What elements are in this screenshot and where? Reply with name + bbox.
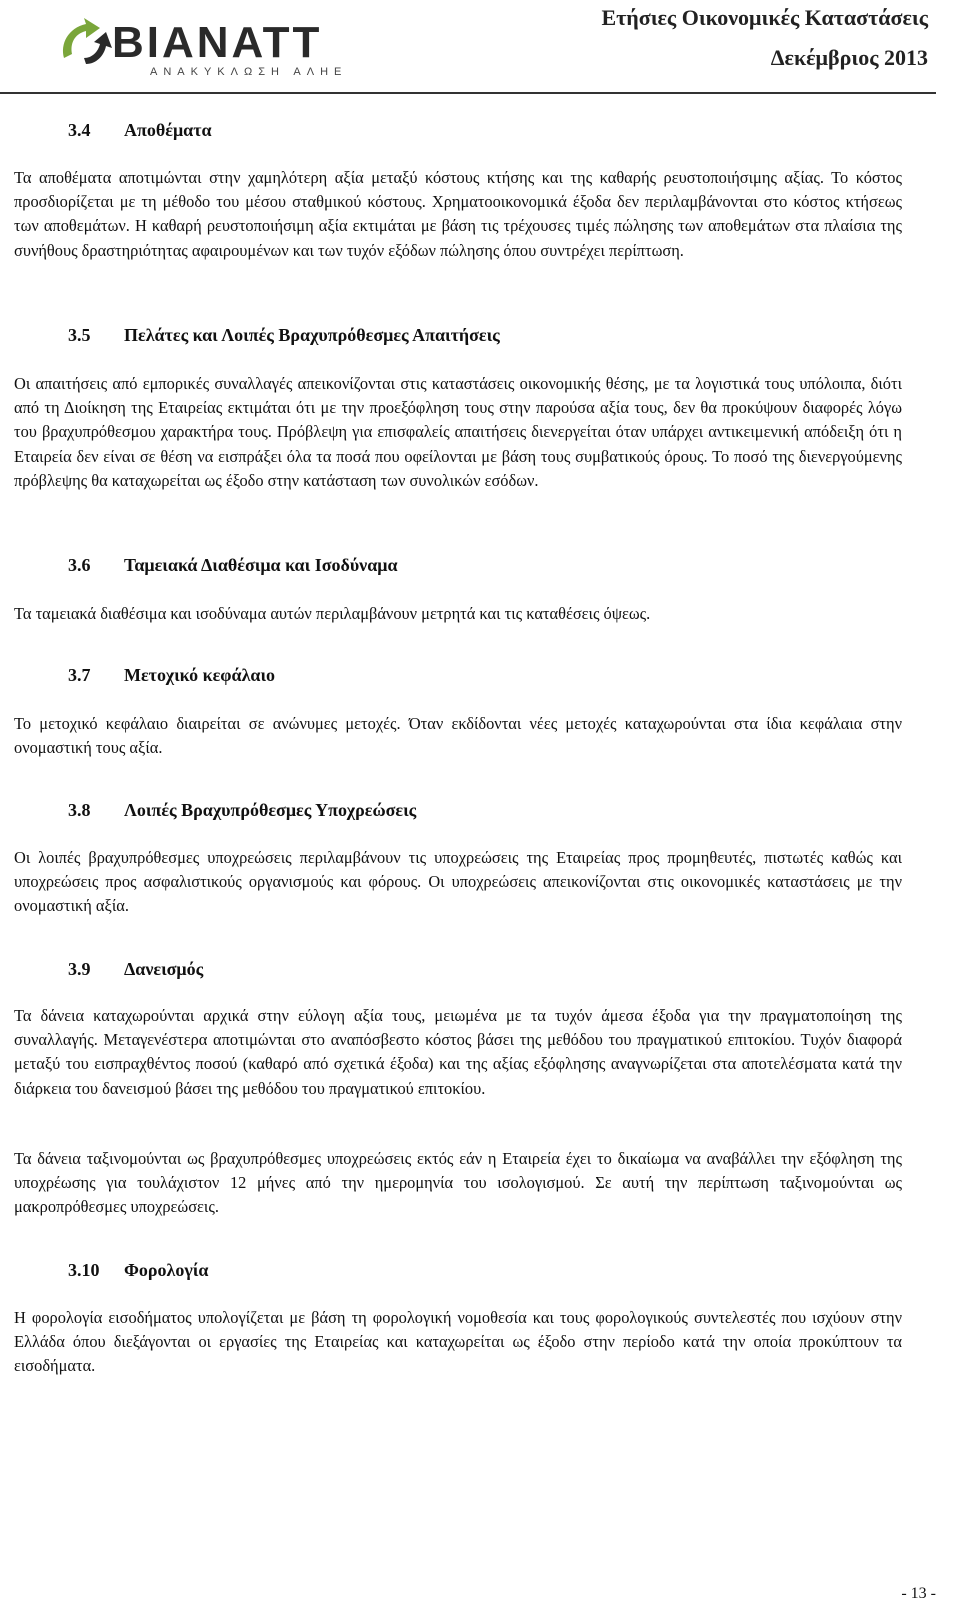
paragraph: Τα ταμειακά διαθέσιμα και ισοδύναμα αυτών περιλαμβάνουν μετρητά και τις καταθέσεις όψεως. bbox=[14, 604, 651, 623]
section-title: Πελάτες και Λοιπές Βραχυπρόθεσμες Απαιτήσεις bbox=[124, 325, 500, 345]
logo-wordmark: ΒΙΑΝΑΤΤ bbox=[112, 18, 323, 67]
section-number: 3.5 bbox=[68, 325, 91, 345]
section-title: Δανεισμός bbox=[124, 959, 204, 979]
section-title: Αποθέματα bbox=[124, 120, 212, 140]
page-header bbox=[0, 0, 960, 96]
section-title: Λοιπές Βραχυπρόθεσμες Υποχρεώσεις bbox=[124, 800, 417, 820]
section-heading-3-6 bbox=[68, 554, 398, 576]
section-number: 3.10 bbox=[68, 1260, 100, 1280]
document-date: Δεκέμβριος 2013 bbox=[770, 45, 928, 70]
paragraph: Τα δάνεια ταξινομούνται ως βραχυπρόθεσμες υποχρεώσεις εκτός εάν η Εταιρεία έχει το δικαίωμα να αναβάλλει την εξόφληση της υποχρέωσης για τουλάχιστον 12 μήνες από την ημερομηνία του ισολογισμού. Σε αυτή την περίπτωση ταξινομούνται ως μακροπρόθεσμες υποχρεώσεις. bbox=[14, 1149, 902, 1217]
paragraph: Τα αποθέματα αποτιμώνται στην χαμηλότερη αξία μεταξύ κόστους κτήσης και της καθαρής ρευστοποιήσιμης αξίας. Το κόστος προσδιορίζεται με τη μέθοδο του μέσου σταθμικού κόστους. Χρηματοοικονομικά έξοδα δεν περιλαμβάνονται στο κόστος κτήσεως των αποθεμάτων. Η καθαρή ρευστοποιήσιμη αξία εκτιμάται με βάση τις τρέχουσες τιμές πώλησης των αποθεμάτων στα πλαίσια της συνήθους δραστηριότητας αφαιρουμένων και των τυχόν εξόδων πώλησης όπου συντρέχει περίπτωση. bbox=[14, 168, 902, 260]
section-heading-3-4 bbox=[68, 119, 212, 141]
section-heading-3-5 bbox=[68, 324, 500, 346]
section-heading-3-10 bbox=[68, 1259, 208, 1281]
section-number: 3.7 bbox=[68, 665, 91, 685]
paragraph: Οι λοιπές βραχυπρόθεσμες υποχρεώσεις περιλαμβάνουν τις υποχρεώσεις της Εταιρείας προς προμηθευτές, πιστωτές καθώς και υποχρεώσεις προς ασφαλιστικούς οργανισμούς και φόρους. Οι υποχρεώσεις απεικονίζονται στις οικονομικές καταστάσεις με την ονομαστική αξία. bbox=[14, 848, 902, 916]
header-divider bbox=[0, 92, 936, 94]
header-info bbox=[601, 4, 928, 72]
document-title: Ετήσιες Οικονομικές Καταστάσεις bbox=[601, 5, 928, 30]
section-heading-3-8 bbox=[68, 799, 416, 821]
section-heading-3-7 bbox=[68, 664, 275, 686]
section-title: Μετοχικό κεφάλαιο bbox=[124, 665, 276, 685]
paragraph: Το μετοχικό κεφάλαιο διαιρείται σε ανώνυμες μετοχές. Όταν εκδίδονται νέες μετοχές καταχωρούνται στα ίδια κεφάλαια στην ονομαστική τους αξία. bbox=[14, 714, 902, 758]
section-number: 3.6 bbox=[68, 555, 91, 575]
company-logo bbox=[56, 14, 401, 80]
recycling-arrow-icon bbox=[56, 14, 116, 74]
section-heading-3-9 bbox=[68, 958, 203, 980]
paragraph: Η φορολογία εισοδήματος υπολογίζεται με βάση τη φορολογική νομοθεσία και τους φορολογικούς συντελεστές που ισχύουν στην Ελλάδα όπου διεξάγονται οι εργασίες της Εταιρείας και καταχωρείται ως έξοδο στην περίοδο κατά την οποία προκύπτουν τα εισοδήματα. bbox=[14, 1308, 902, 1376]
paragraph: Τα δάνεια καταχωρούνται αρχικά στην εύλογη αξία τους, μειωμένα με τα τυχόν άμεσα έξοδα για την πραγματοποίηση της συναλλαγής. Μεταγενέστερα αποτιμώνται στο αναπόσβεστο κόστος βάσει της μεθόδου του πραγματικού επιτοκίου. Τυχόν διαφορά μεταξύ του εισπραχθέντος ποσού (καθαρό από σχετικά έξοδα) και της αξίας εξόφλησης αναγνωρίζεται στα αποτελέσματα κατά την διάρκεια του δανεισμού βάσει της μεθόδου του πραγματικού επιτοκίου. bbox=[14, 1006, 902, 1098]
section-title: Ταμειακά Διαθέσιμα και Ισοδύναμα bbox=[124, 555, 398, 575]
section-number: 3.4 bbox=[68, 120, 91, 140]
page-number: - 13 - bbox=[901, 1585, 936, 1602]
section-number: 3.8 bbox=[68, 800, 91, 820]
section-title: Φορολογία bbox=[124, 1260, 209, 1280]
logo-tagline: ΑΝΑΚΥΚΛΩΣΗ ΑΛΗΕ bbox=[150, 66, 348, 78]
paragraph: Οι απαιτήσεις από εμπορικές συναλλαγές απεικονίζονται στις καταστάσεις οικονομικής θέσης, με τα λογιστικά τους υπόλοιπα, διότι από τη Διοίκηση της Εταιρείας εκτιμάται ότι με την προεξόφληση τους στην παρούσα αξία τους, δεν θα προκύψουν διαφορές λόγω του βραχυπρόθεσμου χαρακτήρα τους. Πρόβλεψη για επισφαλείς απαιτήσεις διενεργείται όταν υπάρχει αντικειμενική απόδειξη ότι η Εταιρεία δεν είναι σε θέση να εισπράξει όλα τα ποσά που οφείλονται με βάση τους συμβατικούς όρους. Το ποσό της διενεργούμενης πρόβλεψης θα καταχωρείται ως έξοδο στην κατάσταση των συνολικών εσόδων. bbox=[14, 374, 902, 490]
section-number: 3.9 bbox=[68, 959, 91, 979]
